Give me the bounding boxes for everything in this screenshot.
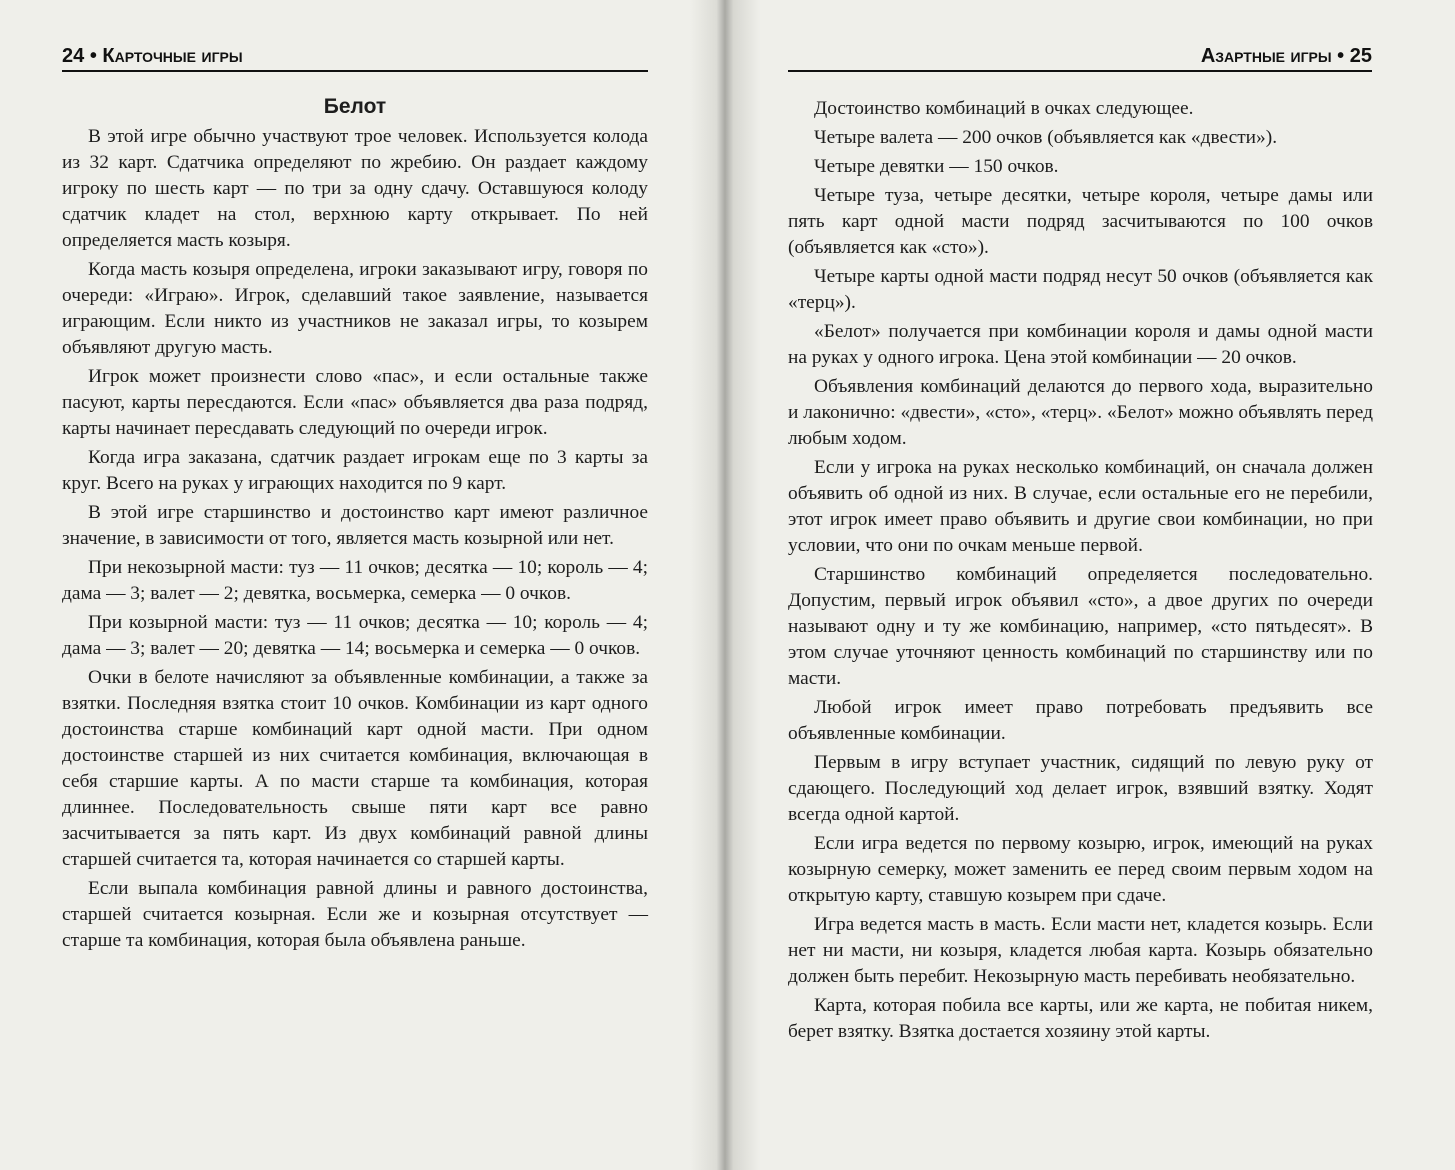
- right-text-block: [788, 96, 1373, 1048]
- book-gutter: [690, 0, 760, 1170]
- paragraph: Очки в белоте начисляют за объявленные комбинации, а также за взятки. Последняя взятка стоит 10 очков. Комбинации из карт одного достоинства старше комбинаций карт одной масти. При одном достоинстве старшей из них считается комбинация, включающая в себя старшие карты. А по масти старше та комбинация, которая длиннее. Последовательность свыше пяти карт все равно засчитывается за пять карт. Из двух комбинаций равной длины старшей считается та, которая начинается со старшей карты.: [62, 667, 648, 870]
- left-text-block: [62, 92, 648, 957]
- left-header-title: Карточные игры: [102, 45, 243, 67]
- paragraph: Достоинство комбинаций в очках следующее.: [814, 98, 1194, 119]
- right-page: [760, 0, 1455, 1170]
- paragraph: Когда масть козыря определена, игроки заказывают игру, говоря по очереди: «Играю». Игрок, сделавший такое заявление, называется играющим. Если никто из участников не заказал игры, то козырем объявляют другую масть.: [62, 259, 648, 358]
- paragraph: Объявления комбинаций делаются до первого хода, выразительно и лаконично: «двести», «сто», «терц». «Белот» можно объявлять перед любым ходом.: [788, 376, 1373, 449]
- paragraph: «Белот» получается при комбинации короля и дамы одной масти на руках у одного игрока. Цена этой комбинации — 20 очков.: [788, 321, 1373, 368]
- paragraph: Игра ведется масть в масть. Если масти нет, кладется козырь. Если нет ни масти, ни козыря, кладется любая карта. Козырь обязательно должен быть перебит. Некозырную масть перебивать необязательно.: [788, 914, 1373, 987]
- paragraph: Если игра ведется по первому козырю, игрок, имеющий на руках козырную семерку, может заменить ее перед своим первым ходом на открытую карту, ставшую козырем при сдаче.: [788, 833, 1373, 906]
- left-page: [0, 0, 700, 1170]
- left-running-head: [62, 42, 648, 72]
- paragraph: Старшинство комбинаций определяется последовательно. Допустим, первый игрок объявил «сто», а двое других по очереди называют одну и ту же комбинацию, например, «сто пятьдесят». В этом случае уточняют ценность комбинаций по старшинству или по масти.: [788, 564, 1373, 689]
- paragraph: Карта, которая побила все карты, или же карта, не побитая никем, берет взятку. Взятка достается хозяину этой карты.: [788, 995, 1373, 1042]
- paragraph: Первым в игру вступает участник, сидящий по левую руку от сдающего. Последующий ход делает игрок, взявший взятку. Ходят всегда одной картой.: [788, 752, 1373, 825]
- paragraph: Любой игрок имеет право потребовать предъявить все объявленные комбинации.: [788, 697, 1373, 744]
- right-header-title: Азартные игры: [1200, 45, 1332, 67]
- right-header-separator: •: [1337, 45, 1345, 67]
- left-header-separator: •: [89, 45, 97, 67]
- paragraph: При некозырной масти: туз — 11 очков; десятка — 10; король — 4; дама — 3; валет — 2; девятка, восьмерка, семерка — 0 очков.: [62, 557, 648, 604]
- paragraph: Четыре карты одной масти подряд несут 50 очков (объявляется как «терц»).: [788, 266, 1373, 313]
- paragraph: Если у игрока на руках несколько комбинаций, он сначала должен объявить об одной из них. В случае, если остальные его не перебили, этот игрок имеет право объявить и другие свои комбинации, но при условии, что они по очкам меньше первой.: [788, 457, 1373, 556]
- paragraph: Четыре девятки — 150 очков.: [814, 156, 1059, 177]
- paragraph: Четыре туза, четыре десятки, четыре короля, четыре дамы или пять карт одной масти подряд засчитываются по 100 очков (объявляется как «сто»).: [788, 185, 1373, 258]
- paragraph: Четыре валета — 200 очков (объявляется как «двести»).: [814, 127, 1278, 148]
- right-page-number: 25: [1349, 45, 1372, 67]
- paragraph: Если выпала комбинация равной длины и равного достоинства, старшей считается козырная. Если же и козырная отсутствует — старше та комбинация, которая была объявлена раньше.: [62, 878, 648, 951]
- paragraph: В этой игре обычно участвуют трое человек. Используется колода из 32 карт. Сдатчика определяют по жребию. Он раздает каждому игроку по шесть карт — по три за одну сдачу. Оставшуюся колоду сдатчик кладет на стол, верхнюю карту открывает. По ней определяется масть козыря.: [62, 126, 648, 251]
- paragraph: Когда игра заказана, сдатчик раздает игрокам еще по 3 карты за круг. Всего на руках у играющих находится по 9 карт.: [62, 447, 648, 494]
- paragraph: Игрок может произнести слово «пас», и если остальные также пасуют, карты пересдаются. Если «пас» объявляется два раза подряд, карты начинает пересдавать следующий по очереди игрок.: [62, 366, 648, 439]
- paragraph: В этой игре старшинство и достоинство карт имеют различное значение, в зависимости от того, является масть козырной или нет.: [62, 502, 648, 549]
- paragraph: При козырной масти: туз — 11 очков; десятка — 10; король — 4; дама — 3; валет — 20; девятка — 14; восьмерка и семерка — 0 очков.: [62, 612, 648, 659]
- section-title: Белот: [323, 95, 387, 118]
- right-running-head: [788, 42, 1372, 72]
- left-page-number: 24: [62, 45, 85, 67]
